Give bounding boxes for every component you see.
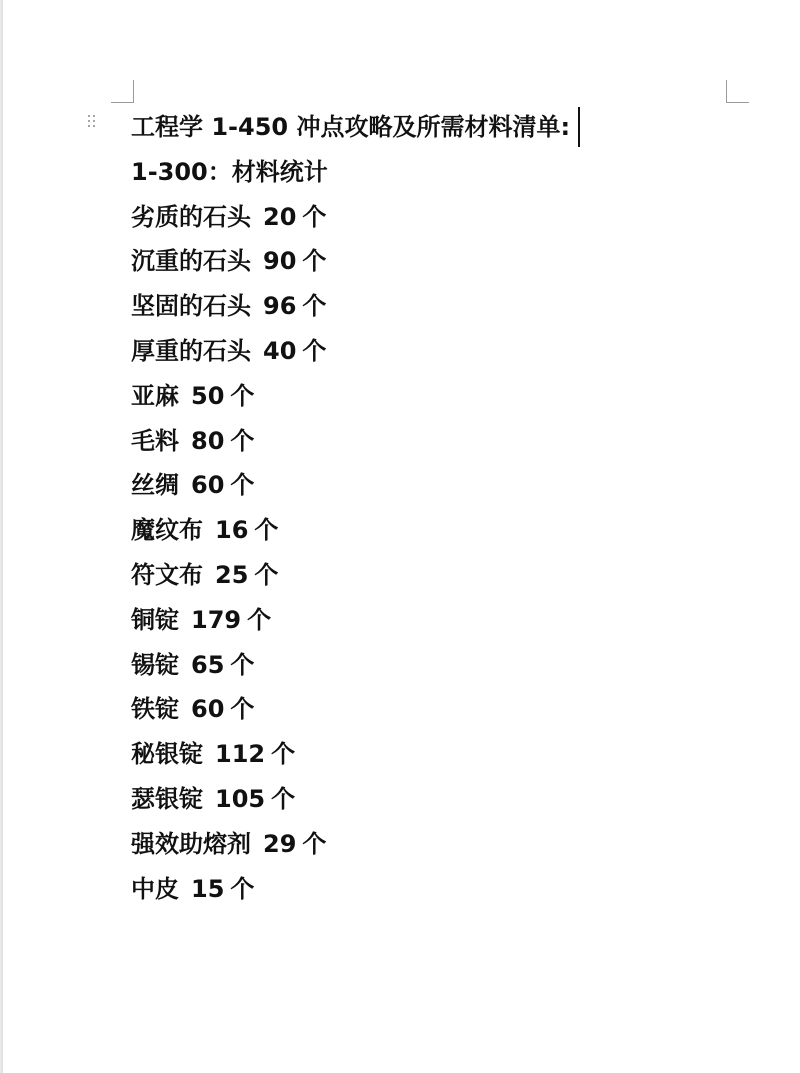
material-name: 坚固的石头 [131, 292, 251, 321]
material-quantity: 40 [263, 336, 297, 365]
material-quantity: 15 [191, 874, 225, 903]
section-heading-line [131, 150, 691, 195]
material-unit: 个 [302, 202, 327, 231]
material-unit: 个 [302, 292, 327, 321]
material-item [131, 777, 691, 822]
margin-corner-marker-top-left [111, 80, 134, 103]
material-item [131, 643, 691, 688]
material-name: 符文布 [131, 560, 203, 589]
material-unit: 个 [230, 426, 255, 455]
material-item [131, 822, 691, 867]
material-item [131, 553, 691, 598]
material-unit: 个 [230, 381, 255, 410]
material-quantity: 29 [263, 829, 297, 858]
paragraph-drag-handle-icon[interactable] [88, 115, 96, 129]
material-quantity: 16 [215, 516, 249, 545]
material-name: 厚重的石头 [131, 336, 251, 365]
material-unit: 个 [230, 471, 255, 500]
material-quantity: 65 [191, 650, 225, 679]
material-unit: 个 [254, 516, 279, 545]
material-name: 瑟银锭 [131, 784, 203, 813]
document-title: 工程学 1-450 冲点攻略及所需材料清单: [131, 113, 571, 141]
material-unit: 个 [271, 740, 296, 769]
material-quantity: 80 [191, 426, 225, 455]
material-quantity: 50 [191, 381, 225, 410]
material-name: 中皮 [131, 874, 179, 903]
material-item [131, 687, 691, 732]
material-unit: 个 [247, 605, 272, 634]
material-unit: 个 [230, 695, 255, 724]
material-unit: 个 [254, 560, 279, 589]
document-title-line [131, 105, 691, 150]
material-name: 亚麻 [131, 381, 179, 410]
material-name: 铁锭 [131, 695, 179, 724]
document-body[interactable] [131, 105, 691, 911]
material-name: 沉重的石头 [131, 247, 251, 276]
material-item [131, 598, 691, 643]
material-name: 毛料 [131, 426, 179, 455]
material-item [131, 508, 691, 553]
material-item [131, 374, 691, 419]
material-item [131, 463, 691, 508]
material-unit: 个 [302, 829, 327, 858]
text-cursor [578, 107, 580, 147]
material-name: 魔纹布 [131, 516, 203, 545]
material-item [131, 195, 691, 240]
material-quantity: 25 [215, 560, 249, 589]
materials-list [131, 195, 691, 912]
material-item [131, 239, 691, 284]
material-item [131, 732, 691, 777]
material-quantity: 60 [191, 471, 225, 500]
material-quantity: 20 [263, 202, 297, 231]
material-quantity: 60 [191, 695, 225, 724]
material-name: 强效助熔剂 [131, 829, 251, 858]
section-heading: 1-300：材料统计 [131, 157, 328, 186]
material-unit: 个 [271, 784, 296, 813]
material-item [131, 419, 691, 464]
material-item [131, 284, 691, 329]
material-unit: 个 [230, 650, 255, 679]
material-quantity: 105 [215, 784, 266, 813]
material-name: 劣质的石头 [131, 202, 251, 231]
document-page[interactable] [3, 0, 800, 1073]
material-unit: 个 [302, 336, 327, 365]
material-name: 锡锭 [131, 650, 179, 679]
material-quantity: 90 [263, 247, 297, 276]
material-item [131, 329, 691, 374]
margin-corner-marker-top-right [726, 80, 749, 103]
material-quantity: 96 [263, 292, 297, 321]
material-unit: 个 [230, 874, 255, 903]
material-quantity: 179 [191, 605, 242, 634]
material-name: 秘银锭 [131, 740, 203, 769]
material-item [131, 867, 691, 912]
material-quantity: 112 [215, 740, 266, 769]
material-unit: 个 [302, 247, 327, 276]
material-name: 铜锭 [131, 605, 179, 634]
material-name: 丝绸 [131, 471, 179, 500]
